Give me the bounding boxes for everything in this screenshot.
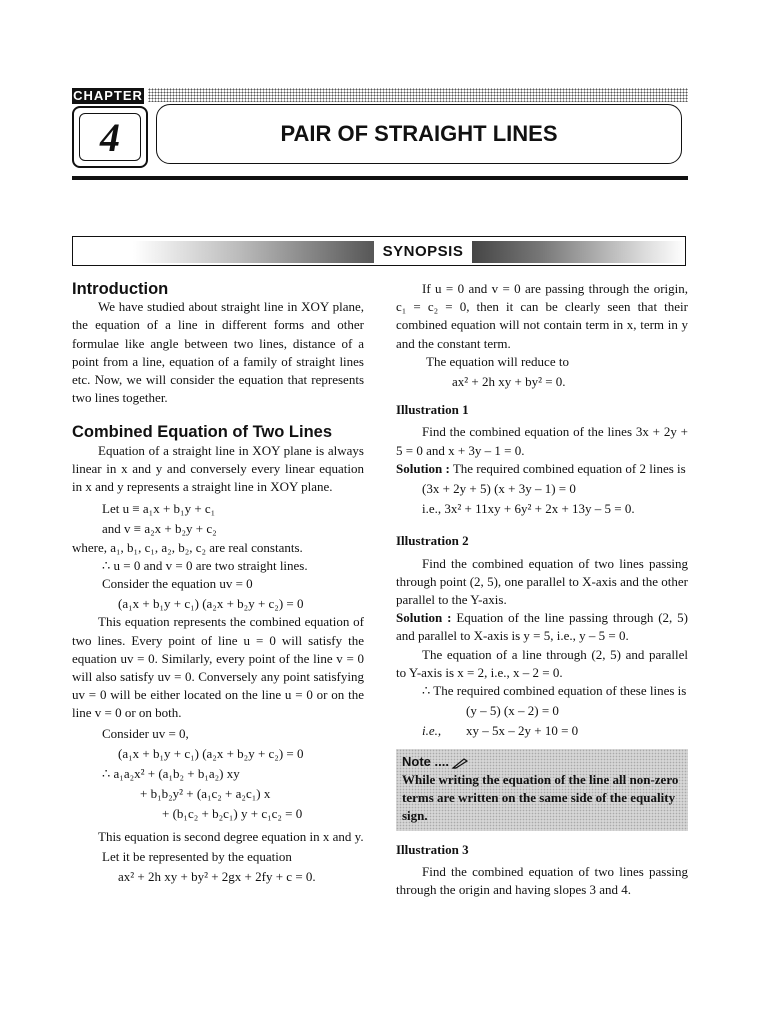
- note-text: While writing the equation of the line all non-zero terms are written on the same side of the equality sign.: [402, 771, 679, 823]
- illustration-2-text: Find the combined equation of two lines passing through point (2, 5), one parallel to X-axis and the other parallel to the Y-axis.: [396, 555, 688, 608]
- and-line: and v ≡ a₂x + b₂y + c₂: [102, 521, 217, 537]
- solution-2-label: Solution :: [396, 610, 452, 626]
- solution-1-text: The required combined equation of 2 lines is: [449, 460, 686, 476]
- header-dotted-band: [148, 88, 688, 102]
- paragraph-3: This equation is second degree equation in x and y.: [98, 828, 364, 844]
- solution-1-label: Solution :: [396, 460, 450, 476]
- solution-2-equation-2: [396, 722, 688, 740]
- therefore-line: ∴ u = 0 and v = 0 are two straight lines.: [102, 557, 308, 573]
- equation-1: (a₁x + b₁y + c₁) (a₂x + b₂y + c₂) = 0: [118, 596, 304, 612]
- combined-paragraph-1: Equation of a straight line in XOY plane is always linear in x and y and conversely every linear equation in x and y represents a straight line in XOY plane.: [72, 442, 364, 495]
- paragraph-2: This equation represents the combined equation of two lines. Every point of line u = 0 will satisfy the equation uv = 0. Similarly, every point of the line v = 0 will also satisfy uv = 0. Conversely any point satisfying uv = 0 will be either located on the line u = 0 or on the line v = 0 or on both.: [72, 614, 364, 721]
- solution-2-paragraph-2: The equation of a line through (2, 5) and parallel to Y-axis is x = 2, i.e., x – 2 = 0.: [396, 646, 688, 680]
- synopsis-gradient-left: [133, 241, 399, 263]
- chapter-number: 4: [79, 113, 141, 161]
- reduce-line: The equation will reduce to: [426, 353, 569, 369]
- ie-label: i.e.,: [422, 723, 442, 739]
- right-column: [396, 280, 688, 899]
- solution-2-equation-2-text: xy – 5x – 2y + 10 = 0: [466, 723, 579, 739]
- illustration-1-heading: Illustration 1: [396, 402, 469, 418]
- intro-paragraph: We have studied about straight line in XOY plane, the equation of a line in different forms and other formulae like angle between two lines, distance of a point from a line, equation of a family of straight lines etc. Now, we will consider the equation that represents two lines together.: [72, 299, 364, 406]
- chapter-number-box: [72, 106, 148, 168]
- chapter-title: PAIR OF STRAIGHT LINES: [156, 104, 682, 164]
- note-title: Note ....: [402, 753, 449, 769]
- let-line: Let u ≡ a₁x + b₁y + c₁: [102, 501, 216, 517]
- solution-2: [396, 609, 688, 645]
- chapter-label: CHAPTER: [73, 88, 143, 103]
- consider-line-2: Consider uv = 0,: [102, 725, 189, 741]
- equation-6: ax² + 2h xy + by² + 2gx + 2fy + c = 0.: [118, 869, 316, 885]
- solution-1: [396, 460, 688, 478]
- note-box: [396, 749, 688, 831]
- solution-2-paragraph-3: ∴ The required combined equation of these lines is: [422, 683, 687, 699]
- where-line: where, a₁, b₁, c₁, a₂, b₂, c₂ are real constants.: [72, 539, 303, 555]
- reduced-equation: ax² + 2h xy + by² = 0.: [452, 374, 566, 390]
- pencil-icon: [452, 757, 468, 769]
- equation-5: + (b₁c₂ + b₂c₁) y + c₁c₂ = 0: [162, 806, 303, 822]
- left-column: [72, 280, 364, 886]
- synopsis-label: SYNOPSIS: [374, 237, 472, 265]
- consider-line-1: Consider the equation uv = 0: [102, 576, 253, 592]
- origin-paragraph: If u = 0 and v = 0 are passing through the origin, c₁ = c₂ = 0, then it can be clearly seen that their combined equation will not contain term in x, term in y and the constant term.: [396, 281, 688, 351]
- illustration-3-text: Find the combined equation of two lines passing through the origin and having slopes 3 and 4.: [396, 864, 688, 898]
- solution-2-equation-1: (y – 5) (x – 2) = 0: [466, 703, 559, 719]
- solution-1-equation-2: i.e., 3x² + 11xy + 6y² + 2x + 13y – 5 = 0.: [422, 501, 635, 517]
- equation-2: (a₁x + b₁y + c₁) (a₂x + b₂y + c₂) = 0: [118, 745, 304, 761]
- note-header: [402, 753, 684, 771]
- combined-heading: Combined Equation of Two Lines: [72, 423, 333, 442]
- synopsis-bar: [72, 236, 686, 266]
- illustration-3-heading: Illustration 3: [396, 841, 469, 857]
- intro-heading: Introduction: [72, 280, 169, 298]
- illustration-1-text: Find the combined equation of the lines 3x + 2y + 5 = 0 and x + 3y – 1 = 0.: [396, 424, 688, 458]
- equation-3: ∴ a₁a₂x² + (a₁b₂ + b₁a₂) xy: [102, 766, 240, 782]
- solution-2-text: Equation of the line passing through (2, 5) and parallel to X-axis is y = 5, i.e., y – 5 = 0.: [396, 610, 688, 644]
- solution-1-equation-1: (3x + 2y + 5) (x + 3y – 1) = 0: [422, 481, 576, 497]
- paragraph-4: Let it be represented by the equation: [102, 848, 292, 864]
- illustration-2-heading: Illustration 2: [396, 533, 469, 549]
- header-rule: [72, 176, 688, 180]
- equation-4: + b₁b₂y² + (a₁c₂ + a₂c₁) x: [140, 786, 271, 802]
